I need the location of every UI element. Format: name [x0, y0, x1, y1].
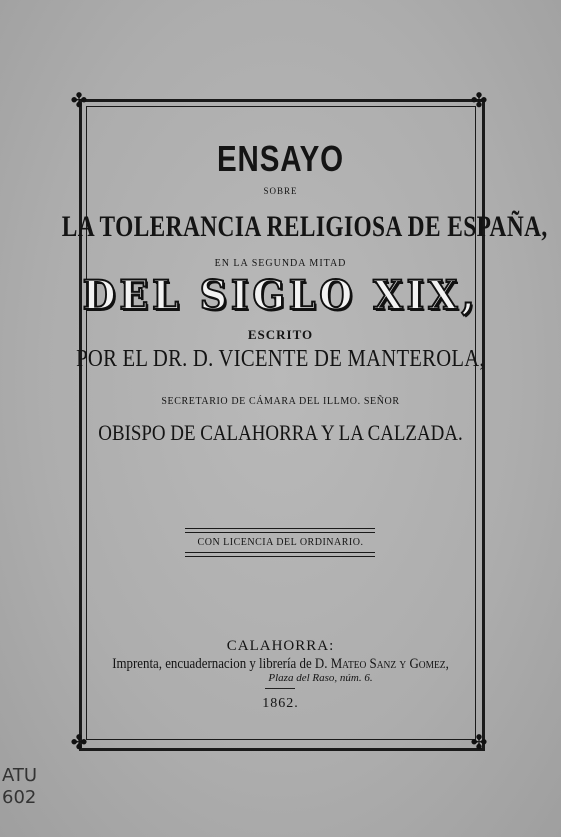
- era-line: EN LA SEGUNDA MITAD: [214, 258, 347, 269]
- divider: [185, 528, 375, 529]
- book-title: ENSAYO: [217, 138, 344, 179]
- fleuron-icon: ✤: [470, 732, 488, 754]
- author-line: POR EL DR. D. VICENTE DE MANTEROLA,: [76, 346, 485, 372]
- divider: [185, 556, 375, 557]
- subject-line: LA TOLERANCIA RELIGIOSA DE ESPAÑA,: [61, 210, 548, 243]
- stamp-line: 602: [2, 787, 37, 808]
- printer-name: Mateo Sanz y Gomez,: [330, 656, 449, 672]
- imprint-year: 1862.: [262, 696, 299, 711]
- fleuron-icon: ✤: [70, 90, 88, 112]
- imprint-address: Plaza del Raso, núm. 6.: [268, 672, 373, 684]
- imprint-city: CALAHORRA:: [226, 638, 335, 654]
- stamp-line: ATU: [2, 765, 38, 786]
- divider: [185, 552, 375, 553]
- author-role: SECRETARIO DE CÁMARA DEL ILLMO. SEÑOR: [161, 396, 400, 407]
- imprint-printer: [39, 656, 521, 673]
- library-stamp: [2, 765, 37, 809]
- title-connector: SOBRE: [263, 186, 298, 196]
- written-label: ESCRITO: [247, 327, 314, 342]
- bishop-line: OBISPO DE CALAHORRA Y LA CALZADA.: [98, 420, 463, 445]
- fleuron-icon: ✤: [70, 732, 88, 754]
- fleuron-icon: ✤: [470, 90, 488, 112]
- century-line: DEL SIGLO XIX,: [82, 272, 479, 319]
- divider: [185, 532, 375, 533]
- license-note: CON LICENCIA DEL ORDINARIO.: [197, 537, 364, 548]
- divider: [265, 688, 295, 689]
- printer-prefix: Imprenta, encuadernacion y librería de D.: [112, 656, 328, 672]
